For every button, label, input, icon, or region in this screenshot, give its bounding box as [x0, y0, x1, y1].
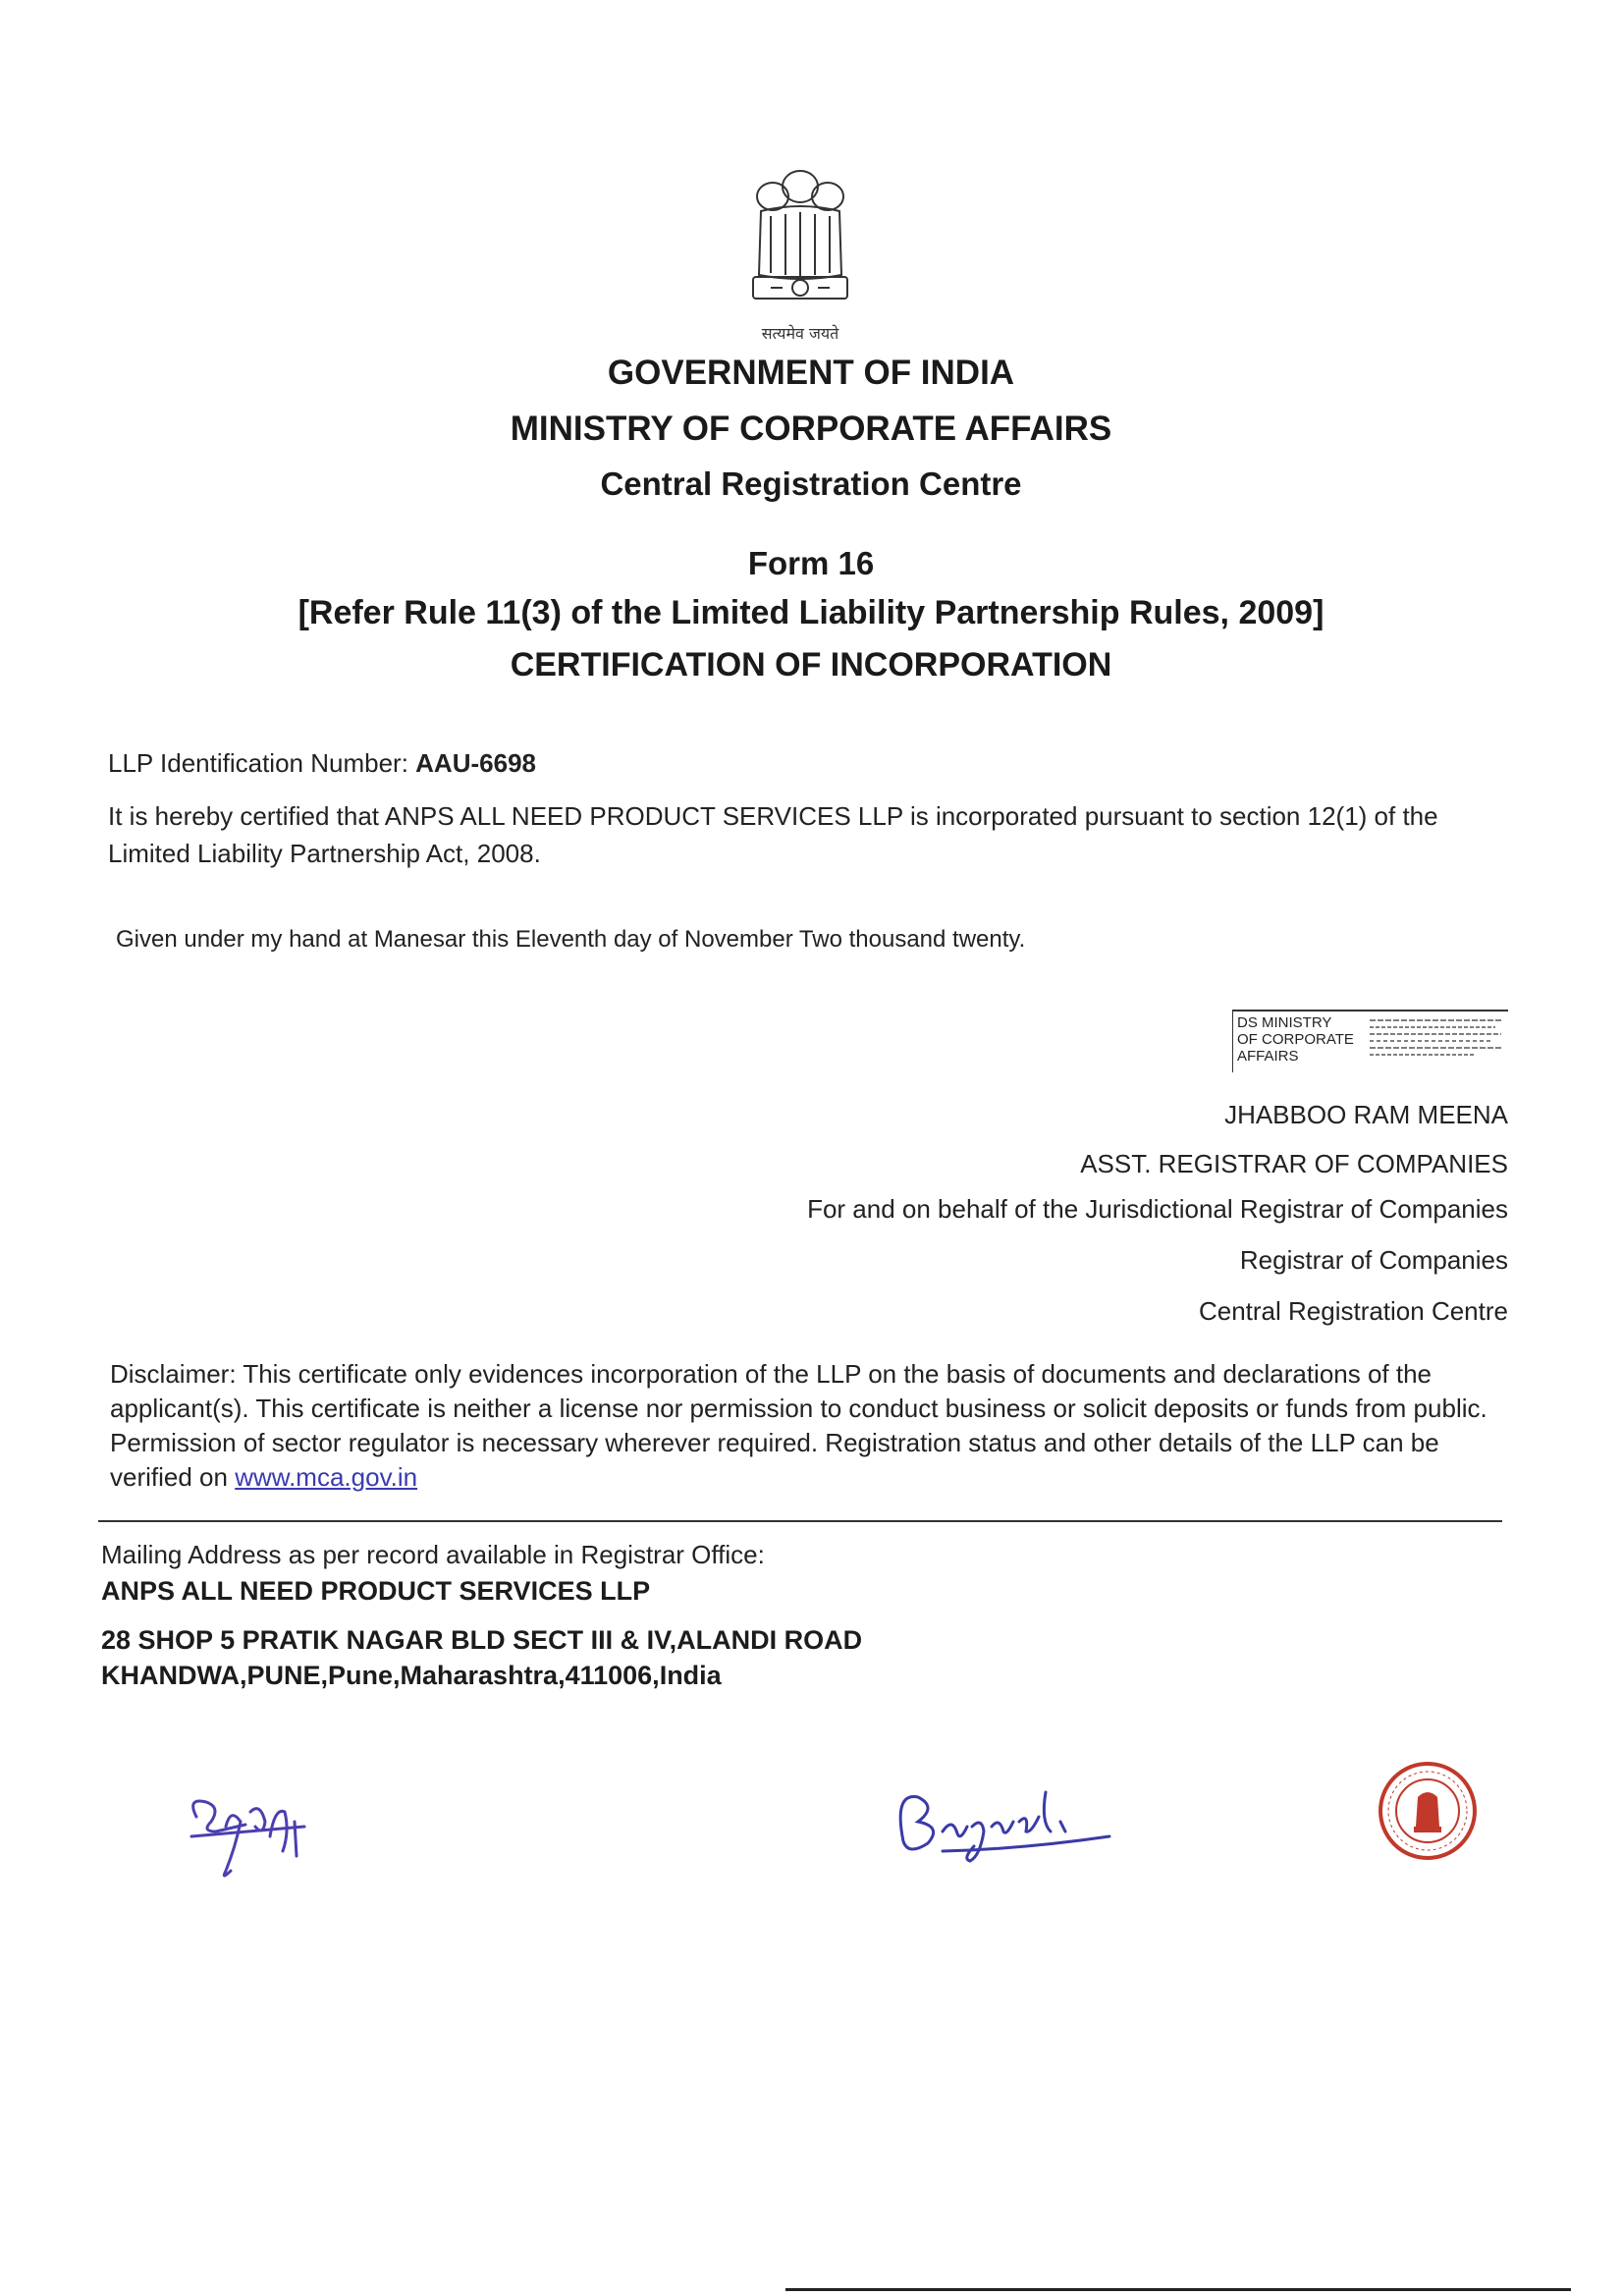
header-ministry: MINISTRY OF CORPORATE AFFAIRS — [510, 410, 1112, 448]
mailing-address — [101, 1622, 862, 1693]
digital-signature-text — [1237, 1014, 1354, 1065]
signatory-behalf: For and on behalf of the Jurisdictional Registrar of Companies — [807, 1194, 1508, 1224]
ministry-seal-icon — [1375, 1758, 1481, 1864]
signatory-designation: ASST. REGISTRAR OF COMPANIES — [1080, 1149, 1508, 1178]
rule-reference: [Refer Rule 11(3) of the Limited Liability Partnership Rules, 2009] — [297, 594, 1325, 631]
disclaimer — [110, 1357, 1512, 1495]
signatory-centre: Central Registration Centre — [1198, 1296, 1508, 1326]
digital-signature-fineprint-icon — [1368, 1016, 1503, 1058]
signatory-name: JHABBOO RAM MEENA — [1224, 1100, 1508, 1129]
llp-id-label: LLP Identification Number: — [108, 748, 408, 778]
ds-line1: DS MINISTRY — [1237, 1014, 1332, 1031]
header-centre: Central Registration Centre — [600, 465, 1022, 502]
certificate-title: CERTIFICATION OF INCORPORATION — [510, 646, 1112, 683]
national-emblem-icon — [731, 157, 869, 344]
mca-link[interactable]: www.mca.gov.in — [235, 1462, 418, 1492]
signatory-office: Registrar of Companies — [1239, 1245, 1508, 1275]
form-number: Form 16 — [747, 545, 875, 581]
mailing-label: Mailing Address as per record available in Registrar Office: — [101, 1540, 765, 1569]
llp-id-number: AAU-6698 — [415, 748, 536, 778]
certified-statement: It is hereby certified that ANPS ALL NEED PRODUCT SERVICES LLP is incorporated pursuant to section 12(1) of the Limited Liability Partnership Act, 2008. — [108, 801, 1438, 868]
ds-line2: OF CORPORATE — [1237, 1031, 1354, 1048]
given-statement: Given under my hand at Manesar this Eleventh day of November Two thousand twenty. — [116, 926, 1026, 953]
handwritten-signature-left — [177, 1777, 334, 1886]
llp-id-row — [108, 748, 536, 779]
mailing-name: ANPS ALL NEED PRODUCT SERVICES LLP — [101, 1576, 651, 1606]
page-edge-line — [785, 2288, 1571, 2291]
handwritten-signature-middle — [884, 1773, 1119, 1871]
mailing-address-line1: 28 SHOP 5 PRATIK NAGAR BLD SECT III & IV,ALANDI ROAD — [101, 1625, 863, 1655]
mailing-address-line2: KHANDWA,PUNE,Pune,Maharashtra,411006,India — [101, 1661, 722, 1690]
emblem-motto: सत्यमेव जयते — [761, 324, 839, 343]
header-government: GOVERNMENT OF INDIA — [607, 354, 1015, 392]
divider — [98, 1520, 1502, 1522]
disclaimer-text: Disclaimer: This certificate only evidences incorporation of the LLP on the basis of documents and declarations of the applicant(s). This certificate is neither a license nor permission to conduct business or solicit deposits or funds from public. Permission of sector regulator is necessary wherever required. Registration status and other details of the LLP can be verified on — [110, 1359, 1487, 1492]
ds-line3: AFFAIRS — [1237, 1048, 1299, 1065]
